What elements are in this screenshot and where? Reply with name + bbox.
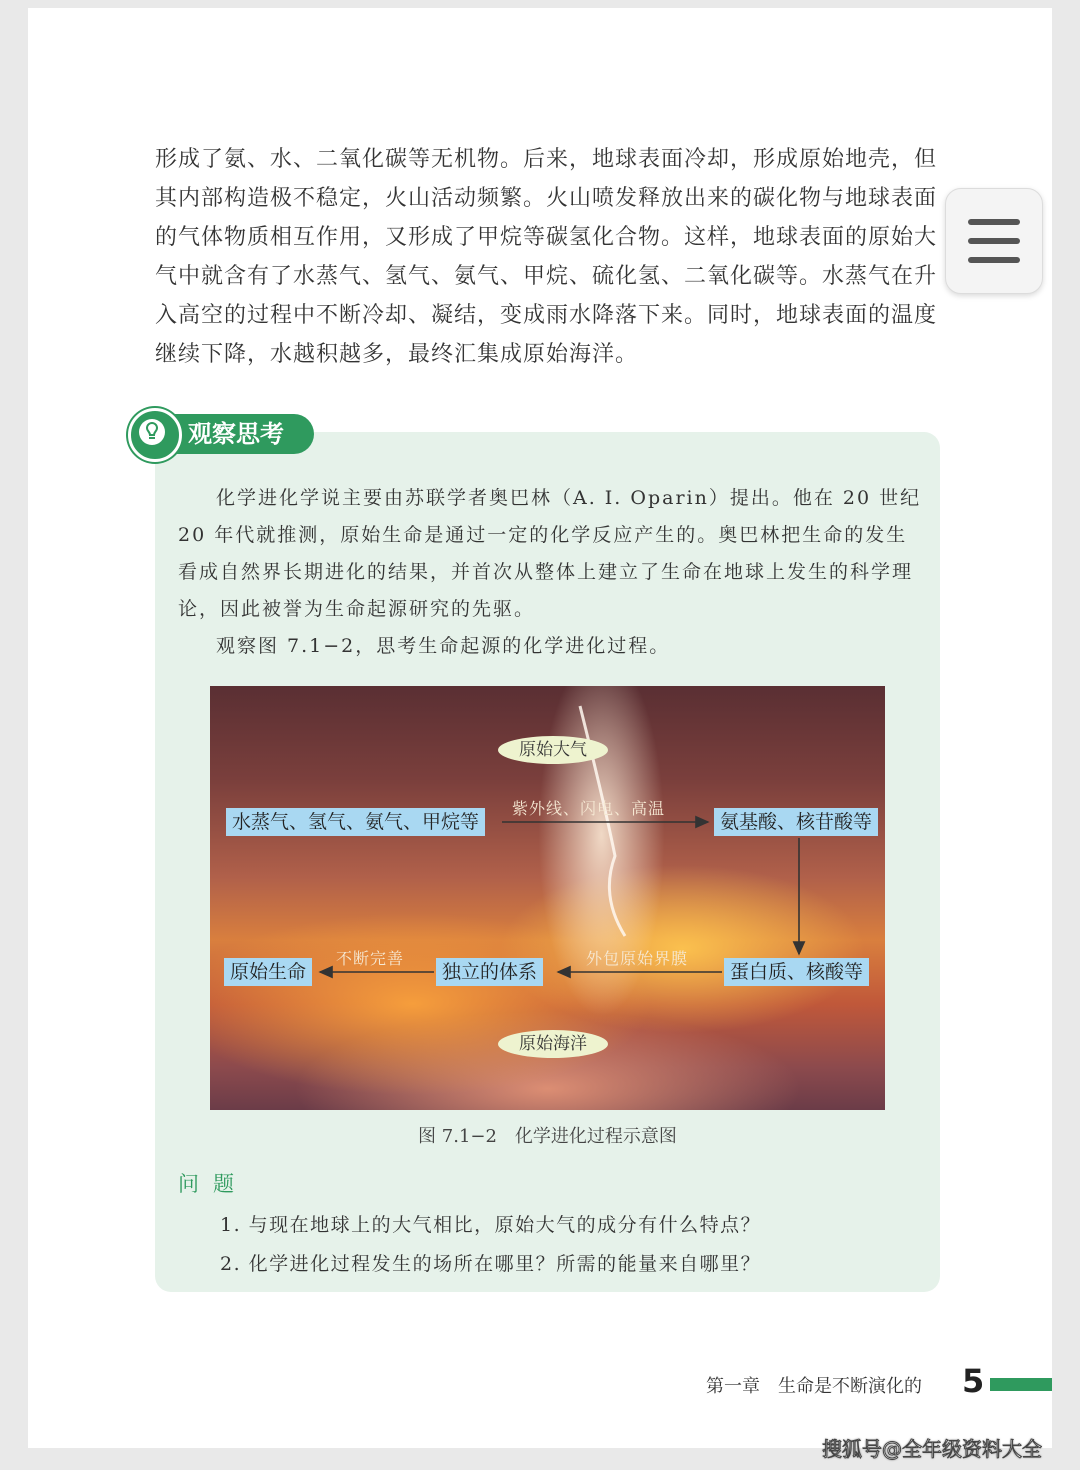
menu-button[interactable] — [945, 188, 1043, 294]
question-2: 2. 化学进化过程发生的场所在哪里？所需的能量来自哪里？ — [220, 1253, 762, 1275]
page-accent-bar — [990, 1378, 1052, 1391]
lightbulb-icon — [128, 408, 182, 462]
body-text: 形成了氨、水、二氧化碳等无机物。后来，地球表面冷却，形成原始地壳，但其内部构造极不稳定，火山活动频繁。火山喷发释放出来的碳化物与地球表面的气体物质相互作用，又形成了甲烷等碳氢化合物。这样，地球表面的原始大气中就含有了水蒸气、氢气、氨气、甲烷、硫化氢、二氧化碳等。水蒸气在升入高空的过程中不断冷却、凝结，变成雨水降落下来。同时，地球表面的温度继续下降，水越积越多，最终汇集成原始海洋。 — [155, 147, 938, 367]
label-ocean: 原始海洋 — [498, 1030, 608, 1058]
observe-think-badge — [128, 406, 323, 456]
body-paragraph — [155, 140, 945, 374]
question-1: 1. 与现在地球上的大气相比，原始大气的成分有什么特点？ — [220, 1214, 762, 1236]
chemical-evolution-figure — [210, 686, 885, 1110]
chapter-title: 第一章 生命是不断演化的 — [706, 1376, 922, 1397]
questions-title: 问题 — [178, 1172, 248, 1196]
badge-label: 观察思考 — [164, 414, 314, 454]
page-number: 5 — [962, 1362, 985, 1400]
arrow-label-improve: 不断完善 — [336, 949, 405, 968]
watermark: 搜狐号@全年级资料大全 — [822, 1437, 1042, 1461]
node-life: 原始生命 — [224, 958, 312, 986]
node-protein: 蛋白质、核酸等 — [724, 958, 869, 986]
node-system: 独立的体系 — [436, 958, 543, 986]
box-text — [178, 480, 923, 665]
box-paragraph-2: 观察图 7.1−2，思考生命起源的化学进化过程。 — [216, 635, 671, 657]
node-amino-acids: 氨基酸、核苷酸等 — [714, 808, 878, 836]
figure-caption: 图 7.1−2 化学进化过程示意图 — [418, 1126, 677, 1147]
arrow-label-membrane: 外包原始界膜 — [586, 949, 689, 968]
label-atmosphere: 原始大气 — [498, 736, 608, 764]
arrow-label-energy: 紫外线、闪电、高温 — [512, 799, 666, 818]
box-paragraph-1: 化学进化学说主要由苏联学者奥巴林（A. I. Oparin）提出。他在 20 世纪 20 年代就推测，原始生命是通过一定的化学反应产生的。奥巴林把生命的发生看成自然界长期进化的结果，并首次从整体上建立了生命在地球上发生的科学理论，因此被誉为生命起源研究的先驱。 — [178, 487, 922, 620]
node-gases: 水蒸气、氢气、氨气、甲烷等 — [226, 808, 485, 836]
